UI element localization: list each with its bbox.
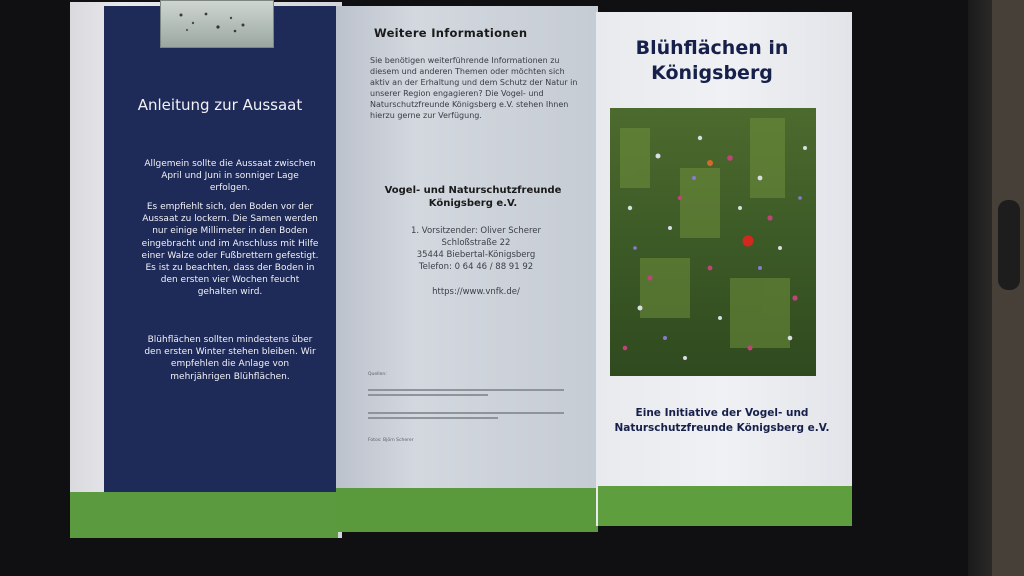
instructions-paragraph-2: Es empfiehlt sich, den Boden vor der Aussaat zu lockern. Die Samen werden nur einige Millimeter in den Boden eingebracht und im Anschluss mit Hilfe einer Walze oder Fußbrettern gefestigt. Es ist zu beachten, dass der Boden in den ersten vier Wochen feucht gehalten wird.	[141, 202, 319, 298]
seed-dots	[173, 9, 253, 35]
website-link: https://www.vnfk.de/	[432, 287, 520, 297]
instructions-paragraph-3: Blühflächen sollten mindestens über den ersten Winter stehen bleiben. Wir empfehlen die Anlage von mehrjährigen Blühflächen.	[144, 335, 316, 382]
chairman-line: 1. Vorsitzender: Oliver Scherer	[411, 226, 541, 236]
left-panel-green-strip	[70, 492, 338, 538]
cover-title: Blühflächen in Königsberg	[635, 37, 789, 84]
more-info-heading: Weitere Informationen	[374, 26, 528, 40]
photo-credit: Fotos: Björn Scherer	[368, 438, 414, 443]
wildflower-meadow-photo	[610, 108, 816, 376]
sources-fine-print	[368, 388, 568, 424]
instructions-heading: Anleitung zur Aussaat	[137, 96, 303, 114]
seed-packet	[160, 0, 274, 48]
organization-name: Vogel- und Naturschutzfreunde Königsberg e.V.	[384, 185, 562, 209]
right-panel-green-strip	[598, 486, 852, 526]
street-line: Schloßstraße 22	[441, 238, 511, 248]
cover-footer: Eine Initiative der Vogel- und Naturschutzfreunde Königsberg e.V.	[614, 407, 830, 434]
sources-label: Quellen:	[368, 372, 387, 377]
contact-address	[366, 225, 586, 273]
red-poppy	[743, 236, 754, 247]
city-line: 35444 Biebertal-Königsberg	[416, 250, 536, 260]
middle-panel-green-strip	[336, 488, 598, 532]
instructions-paragraph-1: Allgemein sollte die Aussaat zwischen April und Juni in sonniger Lage erfolgen.	[144, 159, 316, 194]
more-info-intro: Sie benötigen weiterführende Informationen zu diesem und anderen Themen oder möchten sich aktiv an der Erhaltung und dem Schutz der Natur in unserer Region engagieren? Die Vogel- und Naturschutzfreunde Königsberg e.V. stehen Ihnen hierzu gerne zur Verfügung.	[370, 56, 578, 120]
phone-line: Telefon: 0 64 46 / 88 91 92	[418, 262, 534, 272]
